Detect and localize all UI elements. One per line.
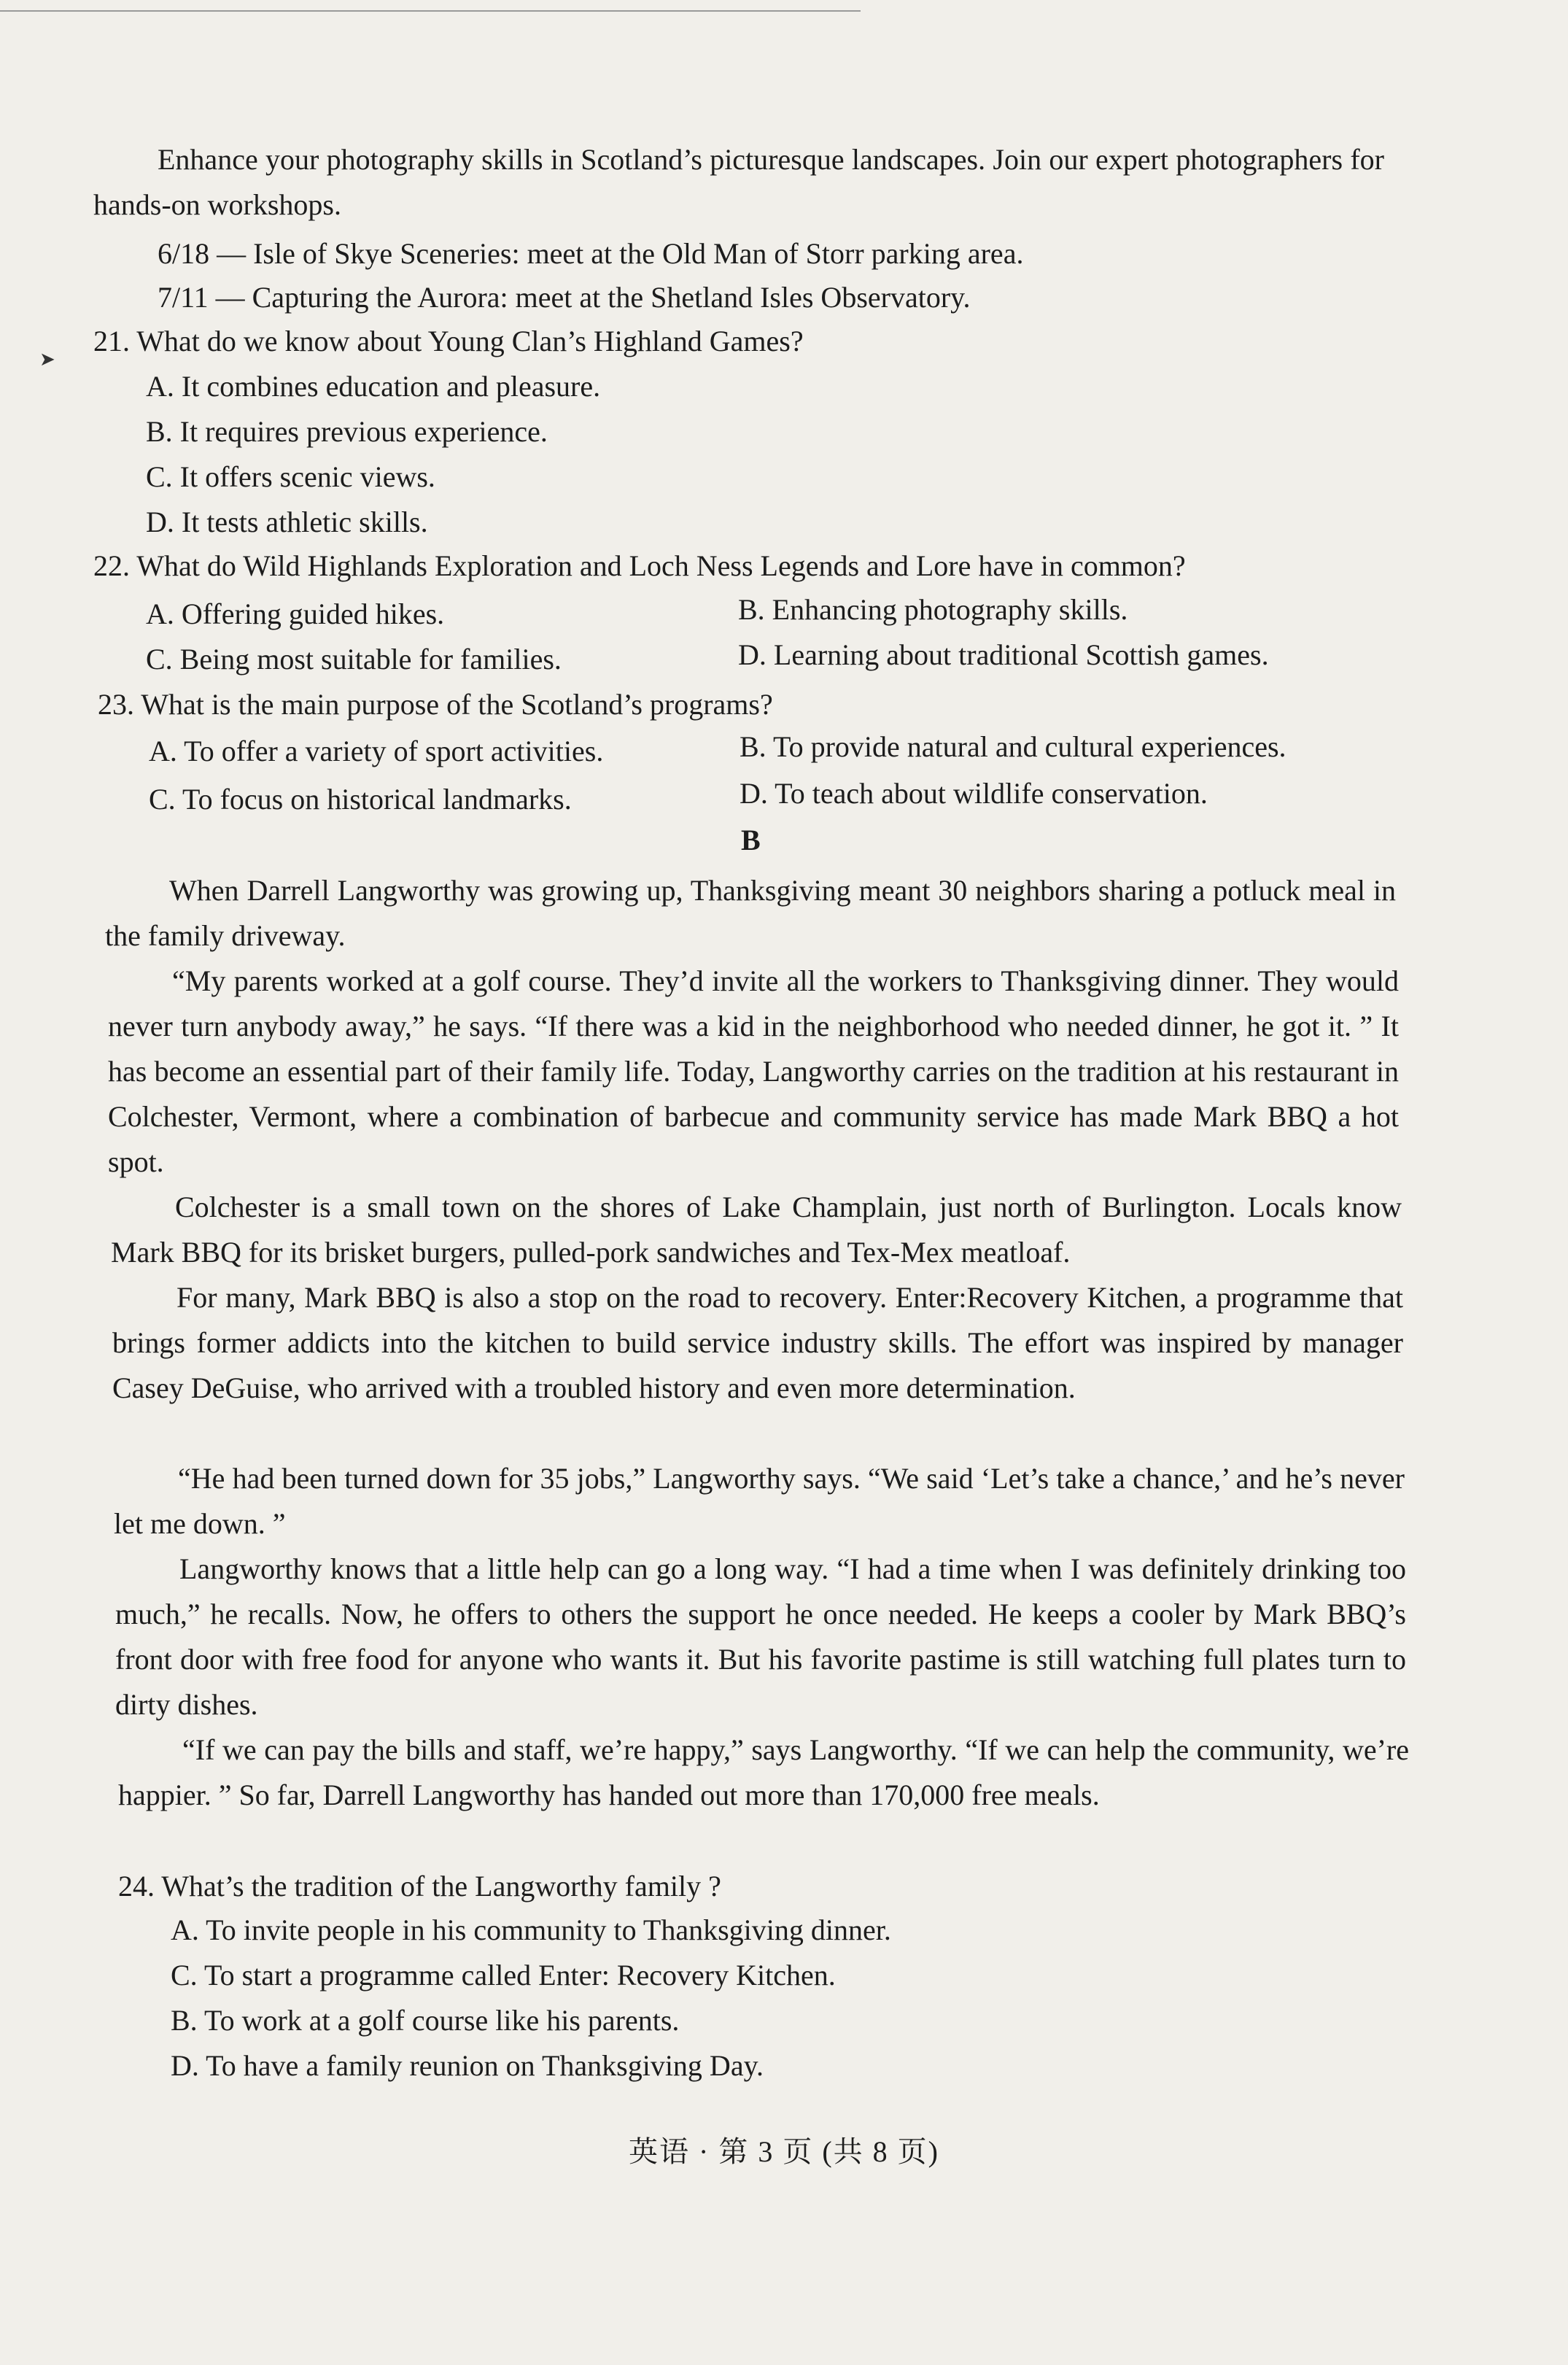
article-paragraph: Colchester is a small town on the shores of Lake Champlain, just north of Burlington. Locals know Mark BBQ for its brisket burgers, pulled-pork sandwiches and Tex-Mex meatloaf. — [111, 1191, 1402, 1269]
question-option: B. It requires previous experience. — [146, 415, 548, 448]
question-option: A. Offering guided hikes. — [146, 597, 445, 630]
intro-paragraph: Enhance your photography skills in Scotland’s picturesque landscapes. Join our expert photographers for hands-on workshops. — [93, 143, 1384, 221]
question-option: D. Learning about traditional Scottish games. — [738, 638, 1269, 671]
article-paragraph: Langworthy knows that a little help can go a long way. “I had a time when I was definitely drinking too much,” he recalls. Now, he offers to others the support he once needed. He keeps a cooler by Mark BBQ’s front door with free food for anyone who wants it. But his favorite pastime is still watching full plates turn to dirty dishes. — [115, 1552, 1406, 1721]
question-option: C. To start a programme called Enter: Recovery Kitchen. — [171, 1959, 836, 1992]
question-stem: 21. What do we know about Young Clan’s Highland Games? — [93, 325, 804, 357]
question-option: B. To work at a golf course like his parents. — [171, 2004, 680, 2037]
question-option: B. To provide natural and cultural experiences. — [740, 730, 1286, 763]
section-label: B — [741, 824, 761, 856]
question-option: C. It offers scenic views. — [146, 460, 435, 493]
page-footer: 英语 · 第 3 页 (共 8 页) — [629, 2135, 939, 2168]
question-option: D. It tests athletic skills. — [146, 506, 428, 538]
question-stem: 23. What is the main purpose of the Scotland’s programs? — [98, 688, 773, 721]
question-stem: 24. What’s the tradition of the Langworthy family ? — [118, 1870, 721, 1903]
question-option: B. Enhancing photography skills. — [738, 593, 1128, 626]
article-paragraph: When Darrell Langworthy was growing up, Thanksgiving meant 30 neighbors sharing a potluck meal in the family driveway. — [105, 874, 1396, 952]
question-option: A. It combines education and pleasure. — [146, 370, 601, 403]
question-stem: 22. What do Wild Highlands Exploration and Loch Ness Legends and Lore have in common? — [93, 549, 1186, 582]
question-option: C. Being most suitable for families. — [146, 643, 562, 676]
question-option: D. To have a family reunion on Thanksgiving Day. — [171, 2049, 764, 2082]
question-option: D. To teach about wildlife conservation. — [740, 777, 1208, 810]
schedule-item: 7/11 — Capturing the Aurora: meet at the Shetland Isles Observatory. — [158, 281, 971, 314]
top-rule — [0, 10, 861, 12]
article-paragraph: “He had been turned down for 35 jobs,” Langworthy says. “We said ‘Let’s take a chance,’ and he’s never let me down. ” — [114, 1462, 1405, 1540]
article-paragraph: “If we can pay the bills and staff, we’re happy,” says Langworthy. “If we can help the community, we’re happier. ” So far, Darrell Langworthy has handed out more than 170,000 free meals. — [118, 1733, 1409, 1811]
margin-arrow-icon: ➤ — [39, 349, 55, 370]
question-option: C. To focus on historical landmarks. — [149, 783, 572, 816]
question-option: A. To offer a variety of sport activities. — [149, 735, 604, 767]
article-paragraph: “My parents worked at a golf course. They’d invite all the workers to Thanksgiving dinner. They would never turn anybody away,” he says. “If there was a kid in the neighborhood who needed dinner, he got it. ” It has become an essential part of their family life. Today, Langworthy carries on the tradition at his restaurant in Colchester, Vermont, where a combination of barbecue and community service has made Mark BBQ a hot spot. — [108, 964, 1399, 1178]
question-option: A. To invite people in his community to Thanksgiving dinner. — [171, 1913, 891, 1946]
schedule-item: 6/18 — Isle of Skye Sceneries: meet at the Old Man of Storr parking area. — [158, 237, 1024, 270]
article-paragraph: For many, Mark BBQ is also a stop on the road to recovery. Enter:Recovery Kitchen, a programme that brings former addicts into the kitchen to build service industry skills. The effort was inspired by manager Casey DeGuise, who arrived with a troubled history and even more determination. — [112, 1281, 1403, 1404]
